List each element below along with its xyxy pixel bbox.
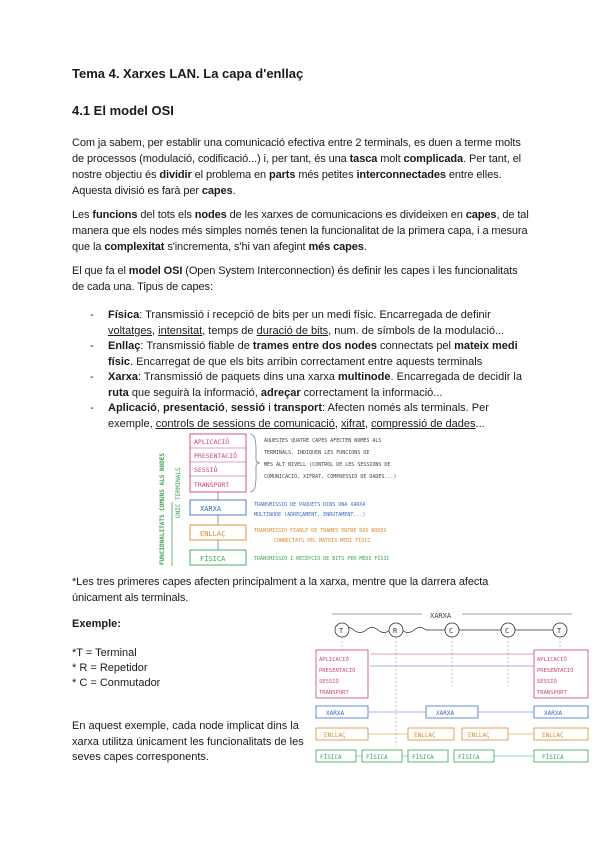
sketch-note-1: AQUESTES QUATRE CAPES AFECTEN NOMÉS ALS — [264, 438, 382, 444]
text-run: , — [156, 402, 164, 414]
text-run: . Encarregada de decidir la — [390, 371, 522, 383]
sketch-box-enllac: ENLLAÇ — [200, 530, 226, 538]
bold-term: transport — [273, 402, 322, 414]
layer-item-fisica — [90, 308, 530, 339]
text-run: , de tal manera que els nodes més simples només tenen la funcionalitat de la primera capa, i a mesura que la — [72, 209, 529, 253]
sketch-note-9: TRANSMISSIÓ I RECEPCIÓ DE BITS PER MEDI FÍSIC — [254, 556, 390, 562]
sketch2-fisica-3: FÍSICA — [412, 754, 434, 761]
underlined-term: duració de bits — [256, 324, 329, 337]
sketch2-enllac-1: ENLLAÇ — [324, 732, 346, 739]
osi-layers-sketch — [150, 430, 450, 570]
text-run: , — [364, 417, 371, 430]
sketch2-node-5: T — [557, 627, 562, 635]
bold-term: Xarxa — [108, 371, 138, 383]
example-legend — [72, 646, 160, 691]
sketch2-enllac-4: ENLLAÇ — [542, 732, 564, 739]
bold-term: nodes — [194, 209, 227, 221]
bold-term: complicada — [403, 153, 464, 165]
sketch-note-5: TRANSMISSIÓ DE PAQUETS DINS UNA XARXA — [254, 502, 366, 508]
sketch-box-xarxa: XARXA — [200, 505, 222, 513]
sketch2-xarxa-2: XARXA — [436, 710, 455, 717]
bold-term: dividir — [159, 169, 192, 181]
text-run: més petites — [295, 169, 357, 181]
text-run: El que fa el — [72, 265, 129, 277]
text-run: i — [265, 402, 274, 414]
sketch-note-7: TRANSMISSIÓ FIABLE DE TRAMES ENTRE DOS NODES — [254, 528, 387, 534]
text-run: . Encarregat de que els bits arribin correctament entre aquests terminals — [130, 355, 483, 368]
sketch2-node-1: T — [339, 627, 344, 635]
sketch2-fisica-2: FÍSICA — [366, 754, 388, 761]
sketch-note-4: COMUNICACIÓ, XIFRAT, COMPRESSIÓ DE DADES...) — [264, 474, 397, 480]
example-description: En aquest exemple, cada node implicat dins la xarxa utilitza únicament les funcionalitats de les seves capes corresponents. — [72, 720, 304, 763]
sketch-note-8: CONNECTATS PEL MATEIX MEDI FÍSIC — [274, 538, 371, 544]
sketch-box-presentacio: PRESENTACIÓ — [194, 452, 238, 460]
sketch2-left-aplicacio: APLICACIÓ — [319, 657, 349, 663]
bold-term: ruta — [108, 386, 129, 399]
bold-term: model OSI — [128, 265, 183, 277]
legend-conmutador: * C = Conmutador — [72, 677, 161, 689]
text-run: , — [334, 417, 341, 430]
text-run: s'incrementa, s'hi van afegint — [164, 241, 309, 253]
document-title: Tema 4. Xarxes LAN. La capa d'enllaç — [72, 66, 304, 81]
paragraph-functions — [72, 207, 532, 255]
layer-item-xarxa — [90, 370, 530, 401]
sketch2-fisica-4: FÍSICA — [458, 754, 480, 761]
text-run: , — [152, 324, 159, 337]
bold-term: sessió — [230, 402, 266, 414]
text-run: : Transmissió i recepció de bits per un medi físic. Encarregada de definir — [139, 309, 491, 321]
layer-item-upper — [90, 401, 530, 432]
sketch-side-left: FUNCIONALITATS COMUNS ALS NODES — [159, 453, 166, 565]
bold-term: més capes — [308, 241, 364, 253]
network-example-sketch — [312, 606, 592, 768]
sketch2-xarxa-1: XARXA — [326, 710, 345, 717]
example-title: Exemple: — [72, 618, 121, 630]
sketch2-node-3: C — [449, 627, 454, 635]
bold-term: capes — [465, 209, 497, 221]
footnote: *Les tres primeres capes afecten principalment a la xarxa, mentre que la darrera afecta únicament als terminals. — [72, 576, 489, 604]
sketch2-right-presentacio: PRESENTACIÓ — [537, 668, 574, 674]
bold-term: presentació — [163, 402, 225, 414]
bold-term: Aplicació — [108, 402, 157, 414]
bold-term: tasca — [349, 153, 378, 165]
text-run: molt — [377, 153, 404, 165]
section-heading: 4.1 El model OSI — [72, 103, 174, 118]
layer-list — [90, 308, 530, 432]
bold-term: adreçar — [260, 386, 301, 399]
bold-term: funcions — [92, 209, 138, 221]
sketch2-right-aplicacio: APLICACIÓ — [537, 657, 567, 663]
sketch2-fisica-5: FÍSICA — [542, 754, 564, 761]
bold-term: complexitat — [104, 241, 165, 253]
sketch-side-right: ÚNIC TERMINALS — [175, 467, 182, 518]
text-run: que seguirà la informació, — [128, 386, 261, 399]
sketch-note-3: MÉS ALT NIVELL (CONTROL DE LES SESSIONS DE — [264, 462, 391, 468]
legend-terminal: *T = Terminal — [72, 647, 137, 659]
bold-term: Enllaç — [108, 340, 141, 352]
text-run: correctament la informació... — [300, 386, 443, 399]
bold-term: multinode — [337, 371, 391, 383]
text-run: . Per tant, el nostre objectiu és — [72, 153, 521, 181]
bold-term: trames entre dos nodes — [252, 340, 377, 352]
sketch-note-6: MULTINODE (ADREÇAMENT, ENRUTAMENT...) — [254, 512, 366, 518]
underlined-term: intensitat — [158, 324, 203, 337]
bold-term: interconnectades — [356, 169, 446, 181]
text-run: , num. de símbols de la modulació... — [328, 324, 505, 337]
sketch2-node-2: R — [393, 627, 398, 635]
sketch-box-transport: TRANSPORT — [194, 481, 230, 489]
text-run: : Transmissió fiable de — [140, 340, 253, 352]
sketch2-enllac-2: ENLLAÇ — [414, 732, 436, 739]
text-run: connectats pel — [377, 340, 455, 352]
sketch2-left-presentacio: PRESENTACIÓ — [319, 668, 356, 674]
bold-term: parts — [268, 169, 296, 181]
text-run: . — [232, 185, 236, 197]
legend-repetidor: * R = Repetidor — [72, 662, 148, 674]
text-run: de les xarxes de comunicacions es divideixen en — [226, 209, 466, 221]
text-run: Les — [72, 209, 93, 221]
text-run: ... — [475, 417, 485, 430]
sketch-box-aplicacio: APLICACIÓ — [194, 438, 230, 446]
text-run: Com ja sabem, per establir una comunicació efectiva entre 2 terminals, es duen a terme molts de processos (modulació, codificació...) i, per tant, és una — [72, 137, 521, 165]
text-run: del tots els — [137, 209, 195, 221]
sketch2-left-transport: TRANSPORT — [319, 690, 349, 696]
underlined-term: compressió de dades — [370, 417, 476, 430]
sketch2-right-transport: TRANSPORT — [537, 690, 567, 696]
sketch2-top-label: XARXA — [430, 612, 452, 620]
sketch-box-sessio: SESSIÓ — [194, 466, 218, 474]
text-run: , — [224, 402, 231, 414]
text-run: , temps de — [202, 324, 257, 337]
bold-term: Física — [108, 309, 140, 321]
sketch2-fisica-1: FÍSICA — [320, 754, 342, 761]
text-run: . — [363, 241, 367, 253]
sketch2-left-sessio: SESSIÓ — [319, 679, 339, 685]
text-run: : Afecten només als terminals. Per exemple, — [108, 402, 489, 430]
paragraph-osi — [72, 263, 532, 295]
paragraph-intro — [72, 135, 532, 199]
text-run: : Transmissió de paquets dins una xarxa — [137, 371, 338, 383]
sketch-note-2: TERMINALS. INDIQUEN LES FUNCIONS DE — [264, 450, 370, 456]
underlined-term: xifrat — [340, 417, 365, 430]
text-run: entre elles. Aquesta divisió es farà per — [72, 169, 502, 197]
sketch2-enllac-3: ENLLAÇ — [468, 732, 490, 739]
text-run: el problema en — [191, 169, 269, 181]
sketch2-right-sessio: SESSIÓ — [537, 679, 557, 685]
layer-item-enllac — [90, 339, 530, 370]
sketch2-node-4: C — [505, 627, 510, 635]
sketch-box-fisica: FÍSICA — [200, 555, 226, 563]
bold-term: mateix medi físic — [108, 340, 518, 368]
sketch2-xarxa-3: XARXA — [544, 710, 563, 717]
underlined-term: voltatges — [108, 324, 153, 337]
underlined-term: controls de sessions de comunicació — [155, 417, 335, 430]
text-run: (Open System Interconnection) és definir les capes i les funcionalitats de cada una. Tipus de capes: — [72, 265, 518, 293]
bold-term: capes — [201, 185, 233, 197]
